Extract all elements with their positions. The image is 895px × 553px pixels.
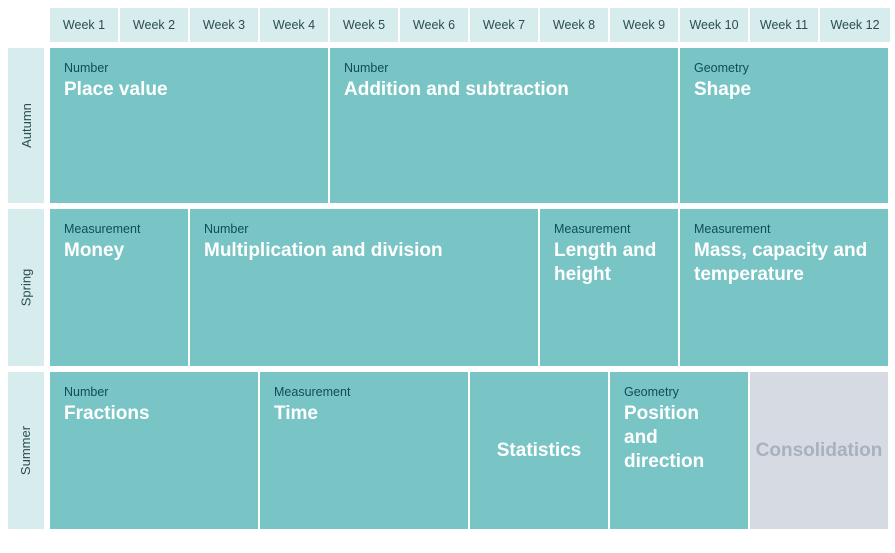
topic-title: Consolidation — [755, 439, 883, 461]
topic-title: Money — [64, 240, 125, 261]
week-header-cell: Week 2 — [120, 8, 190, 42]
topic-title: Mass, capacity and temperature — [694, 240, 868, 285]
topic-block[interactable] — [540, 209, 678, 366]
topic-block[interactable] — [680, 48, 888, 203]
term-label-text: Autumn — [18, 103, 34, 148]
term-label-text: Spring — [18, 268, 34, 307]
topic-title: Fractions — [64, 403, 150, 424]
topic-block[interactable] — [260, 372, 468, 529]
topic-title: Position and direction — [624, 403, 705, 472]
week-header-cell: Week 8 — [540, 8, 610, 42]
term-label-summer — [8, 372, 44, 529]
topic-title: Shape — [694, 79, 752, 100]
topic-title: Addition and subtraction — [344, 79, 569, 100]
week-header-cell: Week 9 — [610, 8, 680, 42]
week-header-cell: Week 12 — [820, 8, 890, 42]
topic-block[interactable] — [50, 48, 328, 203]
topic-category: Geometry — [694, 61, 749, 75]
topic-block[interactable] — [50, 372, 258, 529]
week-header-cell: Week 10 — [680, 8, 750, 42]
topic-category: Measurement — [274, 385, 351, 399]
topic-block[interactable] — [470, 372, 608, 529]
topic-title: Statistics — [496, 439, 582, 461]
week-header-cell: Week 1 — [50, 8, 120, 42]
topic-block[interactable] — [50, 209, 188, 366]
topic-block[interactable] — [330, 48, 678, 203]
topic-block[interactable] — [190, 209, 538, 366]
topic-title: Time — [274, 403, 319, 424]
week-header-row — [50, 8, 890, 42]
topic-category: Number — [64, 385, 109, 399]
topic-title: Length and height — [554, 240, 657, 285]
week-header-cell: Week 4 — [260, 8, 330, 42]
topic-block[interactable] — [680, 209, 888, 366]
week-header-cell: Week 6 — [400, 8, 470, 42]
topic-title: Multiplication and division — [204, 240, 443, 261]
week-header-cell: Week 11 — [750, 8, 820, 42]
topic-category: Number — [204, 222, 249, 236]
topic-category: Number — [64, 61, 109, 75]
topic-category: Measurement — [554, 222, 631, 236]
topic-category: Geometry — [624, 385, 679, 399]
topic-category: Measurement — [694, 222, 771, 236]
topic-block[interactable] — [610, 372, 748, 529]
topic-block[interactable] — [750, 372, 888, 529]
topic-category: Measurement — [64, 222, 141, 236]
topic-title: Place value — [64, 79, 168, 100]
week-header-cell: Week 5 — [330, 8, 400, 42]
term-label-spring — [8, 209, 44, 366]
topic-category: Number — [344, 61, 389, 75]
week-header-cell: Week 7 — [470, 8, 540, 42]
term-label-autumn — [8, 48, 44, 203]
week-header-cell: Week 3 — [190, 8, 260, 42]
term-label-text: Summer — [18, 425, 34, 476]
